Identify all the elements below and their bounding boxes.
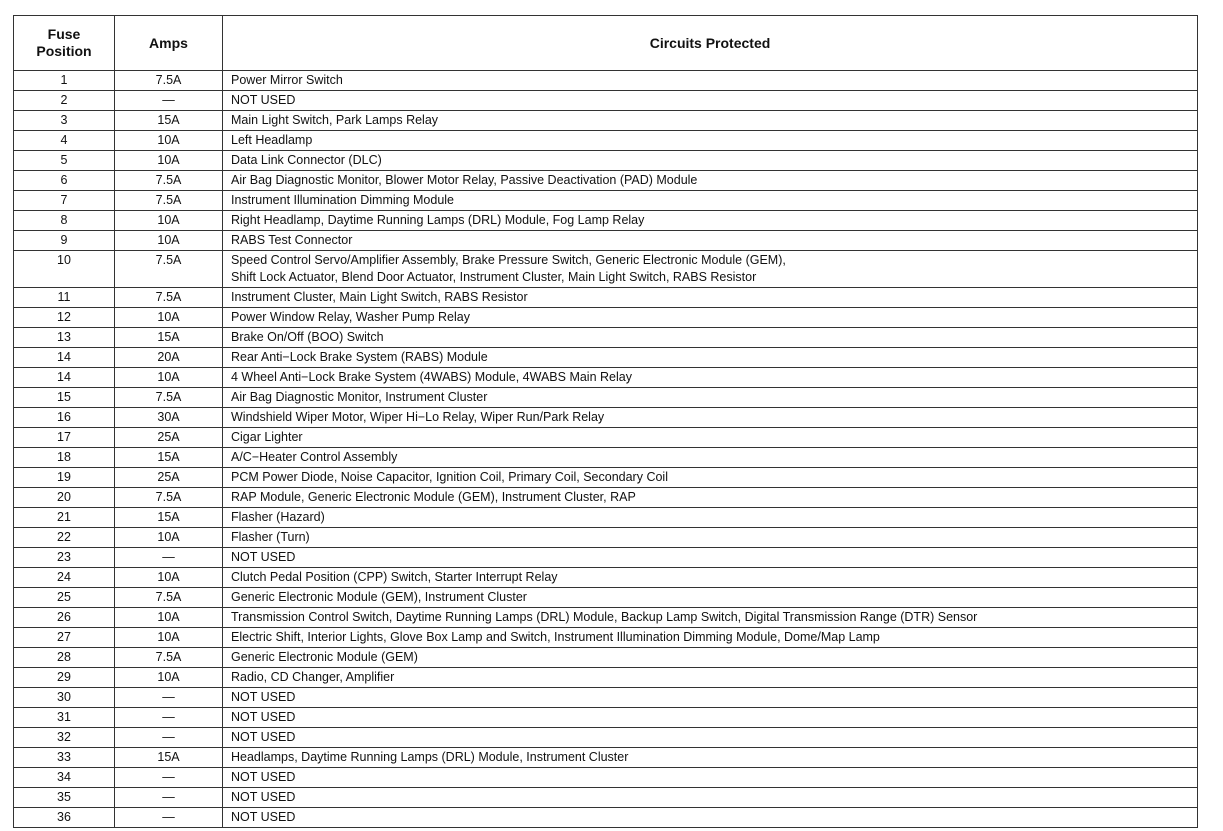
header-fuse-position: Fuse Position xyxy=(14,16,115,71)
fuse-position-cell: 14 xyxy=(14,348,115,368)
circuits-cell: NOT USED xyxy=(223,768,1198,788)
circuits-cell: Power Window Relay, Washer Pump Relay xyxy=(223,308,1198,328)
circuits-cell: RABS Test Connector xyxy=(223,231,1198,251)
table-row xyxy=(14,648,1198,668)
amps-cell: — xyxy=(115,728,223,748)
table-row xyxy=(14,448,1198,468)
table-row xyxy=(14,748,1198,768)
table-row xyxy=(14,428,1198,448)
amps-cell: 10A xyxy=(115,668,223,688)
table-row xyxy=(14,191,1198,211)
table-row xyxy=(14,71,1198,91)
table-row xyxy=(14,688,1198,708)
table-row xyxy=(14,588,1198,608)
circuits-cell: NOT USED xyxy=(223,788,1198,808)
fuse-position-cell: 15 xyxy=(14,388,115,408)
circuits-cell: Generic Electronic Module (GEM) xyxy=(223,648,1198,668)
fuse-position-cell: 34 xyxy=(14,768,115,788)
circuits-cell: Electric Shift, Interior Lights, Glove Box Lamp and Switch, Instrument Illumination Dimming Module, Dome/Map Lamp xyxy=(223,628,1198,648)
table-row xyxy=(14,768,1198,788)
table-row xyxy=(14,251,1198,288)
fuse-position-cell: 26 xyxy=(14,608,115,628)
circuits-cell: NOT USED xyxy=(223,91,1198,111)
fuse-position-cell: 35 xyxy=(14,788,115,808)
fuse-position-cell: 36 xyxy=(14,808,115,828)
amps-cell: — xyxy=(115,548,223,568)
table-row xyxy=(14,288,1198,308)
table-row xyxy=(14,111,1198,131)
amps-cell: 7.5A xyxy=(115,288,223,308)
fuse-position-cell: 9 xyxy=(14,231,115,251)
circuits-cell: Radio, CD Changer, Amplifier xyxy=(223,668,1198,688)
fuse-position-cell: 29 xyxy=(14,668,115,688)
amps-cell: 10A xyxy=(115,528,223,548)
fuse-position-cell: 2 xyxy=(14,91,115,111)
circuits-cell: Brake On/Off (BOO) Switch xyxy=(223,328,1198,348)
amps-cell: 10A xyxy=(115,628,223,648)
table-row xyxy=(14,171,1198,191)
circuits-cell: NOT USED xyxy=(223,708,1198,728)
table-row xyxy=(14,708,1198,728)
circuits-cell: Right Headlamp, Daytime Running Lamps (DRL) Module, Fog Lamp Relay xyxy=(223,211,1198,231)
fuse-position-cell: 22 xyxy=(14,528,115,548)
table-row xyxy=(14,211,1198,231)
amps-cell: 15A xyxy=(115,448,223,468)
amps-cell: 10A xyxy=(115,151,223,171)
amps-cell: 10A xyxy=(115,231,223,251)
amps-cell: 20A xyxy=(115,348,223,368)
amps-cell: 10A xyxy=(115,568,223,588)
circuits-line: Shift Lock Actuator, Blend Door Actuator, Instrument Cluster, Main Light Switch, RABS Resistor xyxy=(231,270,757,284)
amps-cell: 7.5A xyxy=(115,191,223,211)
fuse-position-cell: 13 xyxy=(14,328,115,348)
circuits-cell: Instrument Cluster, Main Light Switch, RABS Resistor xyxy=(223,288,1198,308)
amps-cell: 7.5A xyxy=(115,171,223,191)
amps-cell: 15A xyxy=(115,328,223,348)
circuits-cell: Generic Electronic Module (GEM), Instrument Cluster xyxy=(223,588,1198,608)
table-row xyxy=(14,628,1198,648)
amps-cell: 10A xyxy=(115,368,223,388)
circuits-cell: A/C−Heater Control Assembly xyxy=(223,448,1198,468)
header-row xyxy=(14,16,1198,71)
table-row xyxy=(14,808,1198,828)
fuse-position-cell: 10 xyxy=(14,251,115,288)
amps-cell: 7.5A xyxy=(115,251,223,288)
table-row xyxy=(14,368,1198,388)
circuits-cell: Transmission Control Switch, Daytime Running Lamps (DRL) Module, Backup Lamp Switch, Digital Transmission Range (DTR) Sensor xyxy=(223,608,1198,628)
fuse-position-cell: 3 xyxy=(14,111,115,131)
table-row xyxy=(14,568,1198,588)
fuse-position-cell: 30 xyxy=(14,688,115,708)
circuits-cell: 4 Wheel Anti−Lock Brake System (4WABS) Module, 4WABS Main Relay xyxy=(223,368,1198,388)
fuse-position-cell: 14 xyxy=(14,368,115,388)
amps-cell: 7.5A xyxy=(115,388,223,408)
amps-cell: 7.5A xyxy=(115,648,223,668)
amps-cell: 15A xyxy=(115,111,223,131)
fuse-position-cell: 5 xyxy=(14,151,115,171)
fuse-position-cell: 24 xyxy=(14,568,115,588)
table-row xyxy=(14,408,1198,428)
circuits-cell: Flasher (Turn) xyxy=(223,528,1198,548)
circuits-cell: Headlamps, Daytime Running Lamps (DRL) Module, Instrument Cluster xyxy=(223,748,1198,768)
amps-cell: 10A xyxy=(115,131,223,151)
circuits-cell: Clutch Pedal Position (CPP) Switch, Starter Interrupt Relay xyxy=(223,568,1198,588)
fuse-table xyxy=(13,15,1198,828)
fuse-position-cell: 16 xyxy=(14,408,115,428)
table-row xyxy=(14,231,1198,251)
circuits-line: Speed Control Servo/Amplifier Assembly, Brake Pressure Switch, Generic Electronic Module (GEM), xyxy=(231,253,786,267)
table-row xyxy=(14,788,1198,808)
fuse-position-cell: 23 xyxy=(14,548,115,568)
fuse-position-cell: 32 xyxy=(14,728,115,748)
amps-cell: 10A xyxy=(115,608,223,628)
table-row xyxy=(14,151,1198,171)
fuse-position-cell: 19 xyxy=(14,468,115,488)
fuse-position-cell: 21 xyxy=(14,508,115,528)
amps-cell: 7.5A xyxy=(115,588,223,608)
fuse-position-cell: 8 xyxy=(14,211,115,231)
fuse-position-cell: 11 xyxy=(14,288,115,308)
table-row xyxy=(14,308,1198,328)
fuse-position-cell: 17 xyxy=(14,428,115,448)
amps-cell: 15A xyxy=(115,748,223,768)
circuits-cell: PCM Power Diode, Noise Capacitor, Ignition Coil, Primary Coil, Secondary Coil xyxy=(223,468,1198,488)
circuits-cell: Power Mirror Switch xyxy=(223,71,1198,91)
circuits-cell: Main Light Switch, Park Lamps Relay xyxy=(223,111,1198,131)
circuits-cell: Instrument Illumination Dimming Module xyxy=(223,191,1198,211)
fuse-position-cell: 25 xyxy=(14,588,115,608)
fuse-position-cell: 28 xyxy=(14,648,115,668)
table-row xyxy=(14,728,1198,748)
amps-cell: — xyxy=(115,808,223,828)
table-row xyxy=(14,488,1198,508)
table-row xyxy=(14,388,1198,408)
table-row xyxy=(14,328,1198,348)
fuse-position-cell: 31 xyxy=(14,708,115,728)
table-row xyxy=(14,348,1198,368)
circuits-cell: Left Headlamp xyxy=(223,131,1198,151)
circuits-cell: NOT USED xyxy=(223,688,1198,708)
fuse-position-cell: 20 xyxy=(14,488,115,508)
amps-cell: 25A xyxy=(115,428,223,448)
circuits-cell: Data Link Connector (DLC) xyxy=(223,151,1198,171)
table-row xyxy=(14,668,1198,688)
table-row xyxy=(14,91,1198,111)
fuse-position-cell: 33 xyxy=(14,748,115,768)
circuits-cell: Air Bag Diagnostic Monitor, Blower Motor Relay, Passive Deactivation (PAD) Module xyxy=(223,171,1198,191)
circuits-cell: Rear Anti−Lock Brake System (RABS) Module xyxy=(223,348,1198,368)
circuits-cell: Cigar Lighter xyxy=(223,428,1198,448)
amps-cell: 15A xyxy=(115,508,223,528)
amps-cell: 30A xyxy=(115,408,223,428)
fuse-position-cell: 1 xyxy=(14,71,115,91)
circuits-cell: NOT USED xyxy=(223,808,1198,828)
circuits-cell: Windshield Wiper Motor, Wiper Hi−Lo Relay, Wiper Run/Park Relay xyxy=(223,408,1198,428)
amps-cell: 7.5A xyxy=(115,488,223,508)
fuse-position-cell: 7 xyxy=(14,191,115,211)
header-circuits-protected: Circuits Protected xyxy=(223,16,1198,71)
fuse-position-cell: 18 xyxy=(14,448,115,468)
table-row xyxy=(14,508,1198,528)
amps-cell: — xyxy=(115,91,223,111)
amps-cell: — xyxy=(115,788,223,808)
amps-cell: — xyxy=(115,688,223,708)
circuits-cell xyxy=(223,251,1198,288)
amps-cell: 10A xyxy=(115,308,223,328)
table-row xyxy=(14,528,1198,548)
circuits-cell: Air Bag Diagnostic Monitor, Instrument Cluster xyxy=(223,388,1198,408)
circuits-cell: NOT USED xyxy=(223,548,1198,568)
fuse-position-cell: 12 xyxy=(14,308,115,328)
amps-cell: 25A xyxy=(115,468,223,488)
table-row xyxy=(14,548,1198,568)
circuits-cell: Flasher (Hazard) xyxy=(223,508,1198,528)
amps-cell: — xyxy=(115,768,223,788)
circuits-cell: RAP Module, Generic Electronic Module (GEM), Instrument Cluster, RAP xyxy=(223,488,1198,508)
circuits-cell: NOT USED xyxy=(223,728,1198,748)
table-row xyxy=(14,468,1198,488)
amps-cell: — xyxy=(115,708,223,728)
fuse-position-cell: 6 xyxy=(14,171,115,191)
fuse-position-cell: 27 xyxy=(14,628,115,648)
fuse-position-cell: 4 xyxy=(14,131,115,151)
table-row xyxy=(14,131,1198,151)
amps-cell: 10A xyxy=(115,211,223,231)
table-row xyxy=(14,608,1198,628)
amps-cell: 7.5A xyxy=(115,71,223,91)
header-amps: Amps xyxy=(115,16,223,71)
